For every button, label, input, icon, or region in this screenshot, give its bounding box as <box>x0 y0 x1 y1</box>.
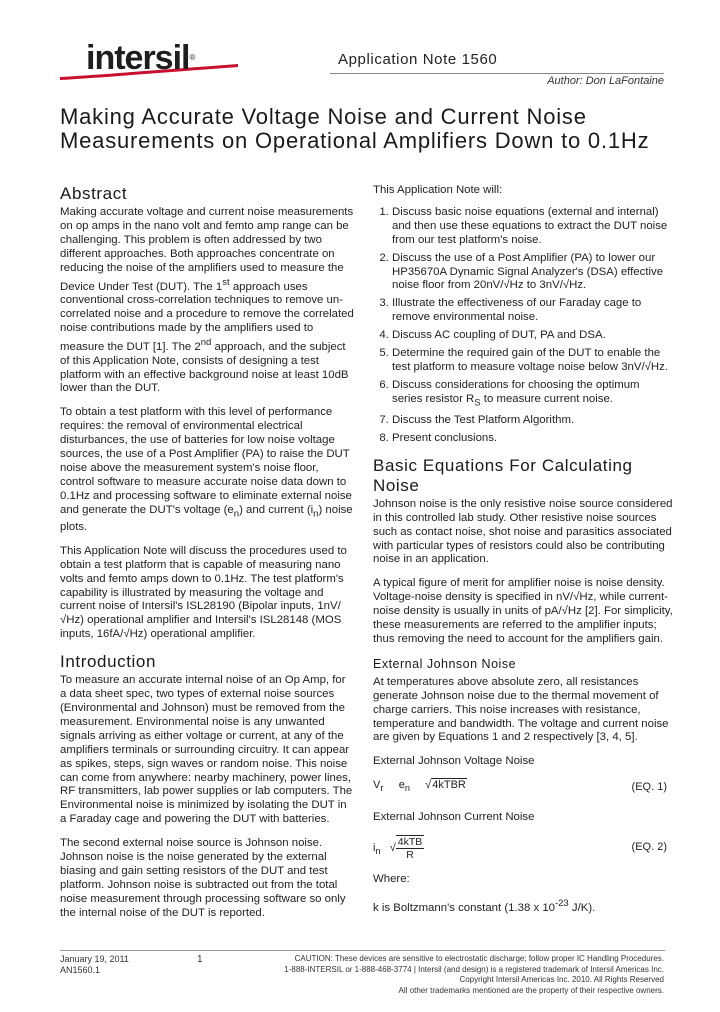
abstract-paragraph-3: This Application Note will discuss the procedures used to obtain a test platform that is capable of measuring nano volts and femto amps down to 0.1Hz. The test platform's capability is illustrated by measuring the voltage and current noise of Intersil's ISL28190 (Bipolar inputs, 1nV/√Hz) operational amplifier and Intersil's ISL28148 (MOS inputs, 16fA/√Hz) operational amplifier. <box>60 544 347 641</box>
footer-divider <box>60 950 665 951</box>
list-item: 8. Present conclusions. <box>392 432 673 446</box>
basic-equations-heading: Basic Equations For Calculating Noise <box>373 455 633 495</box>
objectives-list <box>373 206 673 446</box>
left-column <box>60 184 355 931</box>
footer-date-block <box>60 954 129 976</box>
eq2-label: External Johnson Current Noise <box>373 811 535 824</box>
logo-wordmark: intersil® <box>86 39 195 77</box>
where-label: Where: <box>373 873 410 886</box>
intro-paragraph-1: To measure an accurate internal noise of an Op Amp, for a data sheet spec, two types of external noise sources (Environmental and Johnson) must be removed from the measurement. Environmental noise is any unwanted signals arriving as either voltage or current, at any of the amplifiers terminals or surrounding circuitry. It can appear as spikes, steps, sign waves or random noise. This noise can come from anywhere: nearby machinery, power lines, RF transmitters, lab power supplies or lab computers. The Environmental noise is minimized by isolating the DUT in a Faraday cage and powering the DUT with batteries. <box>60 674 353 826</box>
external-johnson-noise-heading: External Johnson Noise <box>373 656 517 671</box>
footer-date: January 19, 2011 <box>60 954 129 964</box>
list-item: 1. Discuss basic noise equations (external and internal) and then use these equations to extract the DUT noise from our test platform's noise. <box>392 206 673 248</box>
list-item: 4. Discuss AC coupling of DUT, PA and DSA. <box>392 329 673 343</box>
intro-paragraph-2: The second external noise source is Johnson noise. Johnson noise is the noise generated by the external biasing and gain setting resistors of the DUT and test platform. Johnson noise is subtracted out from the total noise measurement through processing software so only the internal noise of the DUT is reported. <box>60 837 346 919</box>
eq1-expression: $V_r$ $e_n$ √4kTBR <box>373 779 466 794</box>
footer-legal <box>234 954 664 996</box>
basic-paragraph-1: Johnson noise is the only resistive noise source considered in this controlled lab study. Other resistive noise sources such as contact noise, shot noise and parasitics associated with particular types of resistors could also be contributing noise in an application. <box>373 497 673 566</box>
eq2-expression: $i_n$ √ $\frac{\text{4kTB}}{R}$ <box>373 836 423 862</box>
list-item: 5. Determine the required gain of the DUT to enable the test platform to measure voltage noise below 3nV/√Hz. <box>392 347 673 375</box>
equation-2 <box>373 835 673 863</box>
abstract-paragraph-2: To obtain a test platform with this level of performance requires: the removal of environmental electrical disturbances, the use of batteries for low noise voltage sources, the use of a Post Amplifier (PA) to raise the DUT noise above the measurement system's noise floor, control software to measure accurate noise data down to 0.1Hz and processing software to eliminate external noise and generate the DUT's voltage $(e_n)$ and current $(i_n)$ noise plots. <box>60 406 353 533</box>
equation-1 <box>373 779 673 801</box>
basic-paragraph-2: A typical figure of merit for amplifier noise is noise density. Voltage-noise density is specified in nV/√Hz, while current-noise density is usually in units of pA/√Hz [2]. For simplicity, these measurements are referred to the amplifier inputs; thus removing the need to account for the amplifiers gain. <box>373 577 673 645</box>
abstract-heading: Abstract <box>60 184 128 203</box>
eq2-number: (EQ. 2) <box>631 841 667 854</box>
list-item: 3. Illustrate the effectiveness of our Faraday cage to remove environmental noise. <box>392 297 673 325</box>
header-divider <box>330 73 664 74</box>
document-title: Making Accurate Voltage Noise and Current Noise Measurements on Operational Amplifiers Down to 0.1Hz <box>60 104 650 153</box>
boltzmann-definition: k is Boltzmann's constant (1.38 x $10^{-23}$ J/K). <box>373 898 596 914</box>
eq1-label: External Johnson Voltage Noise <box>373 755 535 768</box>
list-intro: This Application Note will: <box>373 184 503 196</box>
external-johnson-paragraph: At temperatures above absolute zero, all resistances generate Johnson noise due to the thermal movement of charge carriers. This noise increases with resistance, temperature and bandwidth. The voltage and current noise are given by Equations 1 and 2 respectively [3, 4, 5]. <box>373 675 669 744</box>
footer-phone: 1-888-INTERSIL or 1-888-468-3774 | Intersil (and design) is a registered trademark of Intersil Americas Inc. <box>284 964 664 974</box>
eq1-number: (EQ. 1) <box>631 781 667 794</box>
footer-caution: CAUTION: These devices are sensitive to electrostatic discharge; follow proper IC Handling Procedures. <box>294 954 664 963</box>
abstract-paragraph-1: Making accurate voltage and current noise measurements on op amps in the nano volt and femto amp range can be challenging. This problem is often addressed by two different approaches. Both approaches concentrate on reducing the noise of the amplifiers used to measure the Device Under Test (DUT). The 1st approach uses conventional cross-correlation techniques to remove un-correlated noise and a procedure to remove the correlated noise contributions made by the amplifiers used to measure the DUT [1]. The 2nd approach, and the subject of this Application Note, consists of designing a test platform with an effective background noise at least 10dB lower than the DUT. <box>60 206 354 395</box>
list-item: 2. Discuss the use of a Post Amplifier (PA) to lower our HP35670A Dynamic Signal Analyzer's (DSA) effective noise floor from 20nV/√Hz to 3nV/√Hz. <box>392 252 673 294</box>
list-item: 7. Discuss the Test Platform Algorithm. <box>392 414 673 428</box>
intersil-logo <box>60 38 240 80</box>
page-number: 1 <box>197 954 203 965</box>
author-line: Author: Don LaFontaine <box>547 75 664 87</box>
application-note-number: Application Note 1560 <box>338 51 498 68</box>
list-item: 6. Discuss considerations for choosing the optimum series resistor $R_S$ to measure current noise. <box>392 379 673 410</box>
footer-trademarks: All other trademarks mentioned are the property of their respective owners. <box>398 985 664 995</box>
introduction-heading: Introduction <box>60 652 157 672</box>
right-column <box>373 184 673 926</box>
footer-document-id: AN1560.1 <box>60 965 101 975</box>
footer-copyright: Copyright Intersil Americas Inc. 2010. All Rights Reserved <box>459 975 664 984</box>
eq2-fraction: $\frac{\text{4kTB}}{R}$ <box>397 836 423 862</box>
